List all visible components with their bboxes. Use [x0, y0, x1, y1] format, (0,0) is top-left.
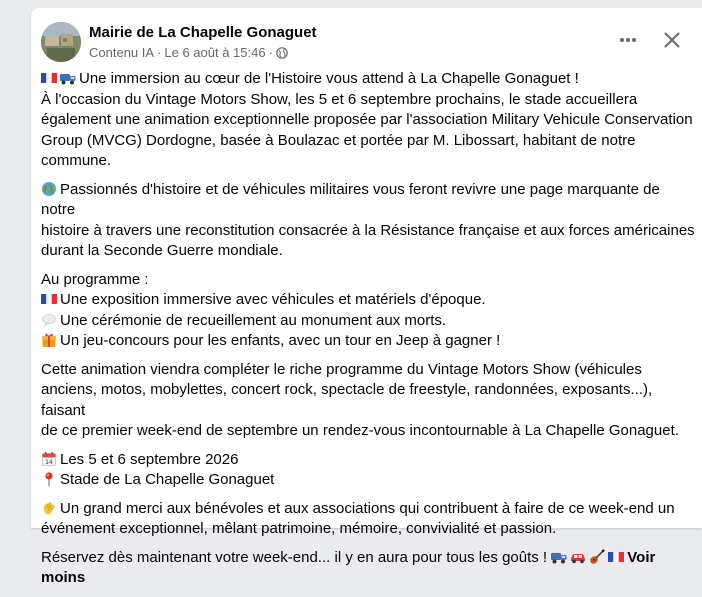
globe-emoji-icon: [41, 181, 57, 197]
history-line-3: durant la Seconde Guerre mondiale.: [41, 242, 283, 259]
location-line: [41, 470, 697, 491]
intro-line-2: À l'occasion du Vintage Motors Show, les 5 et 6 septembre prochains, le stade accueillera: [41, 90, 638, 108]
svg-text:14: 14: [45, 458, 53, 466]
meta-separator-2: ·: [268, 45, 273, 60]
post-body: [41, 69, 697, 597]
programme-title: Au programme :: [41, 270, 149, 288]
paragraph-thanks: [41, 499, 697, 540]
programme-item-1: [41, 290, 697, 311]
guitar-icon: [589, 549, 605, 565]
reserve-line: [41, 548, 697, 589]
intro-text-1: Une immersion au cœur de l'Histoire vous attend à La Chapelle Gonaguet !: [79, 70, 579, 87]
post-timestamp[interactable]: Le 6 août à 15:46: [164, 45, 266, 60]
date-line: [41, 450, 697, 471]
post-actions: [610, 22, 690, 58]
pin-icon: [41, 471, 57, 487]
paragraph-complement: [41, 360, 697, 442]
history-line-2: histoire à travers une reconstitution consacrée à la Résistance française et aux forces américaines: [41, 221, 695, 239]
programme-item-2-text: Une cérémonie de recueillement au monument aux morts.: [60, 311, 447, 329]
history-text-1: Passionnés d'histoire et de véhicules militaires vous feront revivre une page marquante de notre: [41, 180, 665, 218]
thanks-text-1: Un grand merci aux bénévoles et aux associations qui contribuent à faire de ce week-end un: [60, 499, 675, 517]
car-icon: [570, 549, 586, 565]
paragraph-intro: [41, 69, 697, 172]
paragraph-info: [41, 450, 697, 491]
thanks-line-2: événement exceptionnel, mêlant patrimoine, mémoire, convivialité et passion.: [41, 520, 557, 537]
more-horizontal-icon: [618, 30, 638, 50]
globe-icon: [276, 47, 288, 59]
history-line-1: [41, 180, 697, 221]
location-text: Stade de La Chapelle Gonaguet: [60, 471, 275, 488]
meta-separator: ·: [157, 45, 162, 60]
post-card: [31, 8, 702, 586]
paragraph-programme: [41, 270, 697, 352]
close-button[interactable]: [654, 22, 690, 58]
page-avatar[interactable]: [41, 22, 81, 62]
intro-line-4: Group (MVCG) Dordogne, basée à Boulazac et portée par M. Libossart, habitant de notre: [41, 131, 636, 149]
flag-france-icon: [608, 549, 624, 565]
date-text: Les 5 et 6 septembre 2026: [60, 450, 239, 468]
see-less-link[interactable]: Voir moins: [41, 548, 660, 586]
intro-line-3: également une animation exceptionnelle proposée par l'association Military Vehicule Conservation: [41, 111, 693, 128]
programme-item-1-text: Une exposition immersive avec véhicules et matériels d'époque.: [60, 291, 486, 308]
paragraph-history: [41, 180, 697, 262]
intro-line-1: [41, 69, 697, 90]
gift-icon: [41, 332, 57, 348]
calendar-icon: [41, 451, 57, 467]
paragraph-reserve: [41, 548, 697, 589]
page-name[interactable]: Mairie de La Chapelle Gonaguet: [89, 24, 317, 41]
post-meta: [89, 45, 288, 60]
clap-icon: [41, 500, 57, 516]
reserve-text: Réservez dès maintenant votre week-end... il y en aura pour tous les goûts !: [41, 548, 548, 566]
complement-line-3: de ce premier week-end de septembre un rendez-vous incontournable à La Chapelle Gonaguet.: [41, 422, 679, 439]
more-options-button[interactable]: [610, 22, 646, 58]
programme-item-3: [41, 331, 697, 352]
post-header: [41, 22, 702, 66]
ai-content-label: Contenu IA: [89, 45, 155, 60]
programme-item-3-text: Un jeu-concours pour les enfants, avec un tour en Jeep à gagner !: [60, 332, 501, 349]
programme-item-2: [41, 311, 697, 332]
thanks-line-1: [41, 499, 697, 520]
intro-line-5: commune.: [41, 152, 112, 169]
speech-bubble-icon: [41, 312, 57, 328]
truck-icon: [551, 549, 567, 565]
truck-icon: [60, 70, 76, 86]
flag-france-icon: [41, 70, 57, 86]
flag-france-icon: [41, 291, 57, 307]
complement-line-2: anciens, motos, mobylettes, concert rock, spectacle de freestyle, randonnées, exposants...), faisant: [41, 381, 657, 419]
close-icon: [662, 30, 682, 50]
complement-line-1: Cette animation viendra compléter le riche programme du Vintage Motors Show (véhicules: [41, 360, 642, 378]
